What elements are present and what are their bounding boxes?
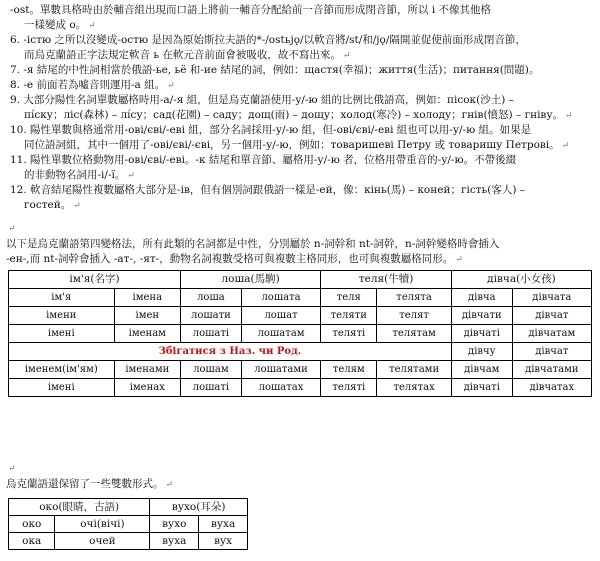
- table-row: [9, 361, 592, 379]
- table-cell: телятами: [377, 361, 452, 379]
- table-row: [9, 379, 592, 397]
- table-cell: дівчатами: [512, 361, 591, 379]
- text-line: -ен-,而 nt-詞幹會插入 -ат-, -ят-，動物名詞複數受格可與複數主格同形，也可與複數屬格同形。 ↵: [6, 253, 463, 265]
- table-row: [9, 516, 248, 533]
- table-cell: теляті: [321, 325, 377, 343]
- table-cell: імені: [9, 379, 115, 397]
- text-line: 以下是烏克蘭語第四變格法，所有此類的名詞都是中性，分別屬於 n-詞幹和 nt-詞幹，n-詞幹變格時會插入: [6, 238, 500, 250]
- table-cell: вухо: [150, 516, 199, 533]
- table-header-row: [9, 271, 592, 289]
- table-header-cell: теля(牛犢): [321, 271, 452, 289]
- table-cell: лошатах: [241, 379, 320, 397]
- text-line: 8. -е 前面若為噓音則運用-а 組。 ↵: [10, 79, 175, 91]
- table-cell: теляті: [321, 379, 377, 397]
- text-line: 而烏克蘭語正字法規定軟音 ь 在軟元音前面會被吸收，故不寫出來。 ↵: [24, 49, 351, 61]
- table-header-cell: вухо(耳朵): [150, 499, 248, 516]
- text-line: 12. 軟音結尾陽性複數屬格大部分是-ів，但有個別詞跟俄語一樣是-ей，像：кінь(馬) – коней；гість(客人) –: [10, 184, 526, 196]
- table-cell: теля: [321, 289, 377, 307]
- table-cell: теляти: [321, 307, 377, 325]
- table-header-cell: ім'я(名字): [9, 271, 181, 289]
- table-row: [9, 289, 592, 307]
- table-cell: імен: [114, 307, 180, 325]
- text-line: пі́ску；ліс(森林) – лі́су；сад(花園) – саду；дощ(雨) – дощу；холод(寒冷) – холоду；гнів(憤怒) – гніву。 ↵: [24, 109, 573, 121]
- table-row: [9, 343, 592, 361]
- table-cell: телятах: [377, 379, 452, 397]
- table-cell: імена: [114, 289, 180, 307]
- table-cell: лошатам: [241, 325, 320, 343]
- table-cell: лошата: [241, 289, 320, 307]
- table-cell: дівчат: [512, 307, 591, 325]
- text-line: 7. -я 結尾的中性詞相當於俄語-ье, ьё 和-ие 結尾的詞，例如：щастя(幸福)；життя(生活)；питання(問題)。: [10, 64, 540, 76]
- table-cell: око: [9, 516, 55, 533]
- table-cell: дівчам: [451, 361, 512, 379]
- table-row: [9, 307, 592, 325]
- table-cell: дівчат: [512, 343, 591, 361]
- table-cell: іменем(ім'ям): [9, 361, 115, 379]
- text-line: гостей。 ↵: [24, 199, 81, 211]
- table-cell: дівчата: [512, 289, 591, 307]
- table-header-cell: дівча(小女孩): [451, 271, 591, 289]
- table-cell: дівчаті: [451, 325, 512, 343]
- text-line: 烏克蘭語還保留了一些雙數形式。 ↵: [6, 478, 174, 490]
- table-cell: лошат: [241, 307, 320, 325]
- table-cell: телятам: [377, 325, 452, 343]
- table-row: [9, 533, 248, 550]
- text-line: -ost。單數具格時由於輔音組出現而口語上將前一輔音分配給前一音節而形成閉音節，所以 і 不像其他格: [10, 4, 492, 16]
- table-cell: очі(вічі): [55, 516, 150, 533]
- table-cell: вуха: [150, 533, 199, 550]
- table-cell: телям: [321, 361, 377, 379]
- table-cell: іменах: [114, 379, 180, 397]
- table-cell: телят: [377, 307, 452, 325]
- table-cell: ока: [9, 533, 55, 550]
- table-row: [9, 325, 592, 343]
- table-cell: дівча: [451, 289, 512, 307]
- text-line: 11. 陽性單數位格動物用-ові/єві/-еві。-к 結尾和單音節、屬格用-у/-ю 者，位格用帶重音的-у/-ю。不帶後綴: [10, 154, 517, 166]
- table-cell: лоша: [181, 289, 242, 307]
- table-cell: лошатами: [241, 361, 320, 379]
- text-line: 10. 陽性單數與格通常用-ові/єві/-еві 組，部分名詞採用-у/-ю 組，但-ові/єві/-еві 組也可以用-у/-ю 組。如果是: [10, 124, 532, 136]
- table-cell: вуха: [199, 516, 248, 533]
- table-cell: іменам: [114, 325, 180, 343]
- text-line: 一樣變成 о。 ↵: [24, 19, 96, 31]
- table-cell: дівчатах: [512, 379, 591, 397]
- table-cell: іменами: [114, 361, 180, 379]
- table-cell: телята: [377, 289, 452, 307]
- dual-forms-table: [8, 498, 248, 550]
- table-cell: лошаті: [181, 379, 242, 397]
- table-cell: лошам: [181, 361, 242, 379]
- table-header-cell: око(眼睛，古語): [9, 499, 150, 516]
- table-cell: лошаті: [181, 325, 242, 343]
- table-cell: імени: [9, 307, 115, 325]
- table-cell: вух: [199, 533, 248, 550]
- table-cell: дівчаті: [451, 379, 512, 397]
- declension-table: [8, 270, 592, 397]
- text-line: 6. -істю 之所以沒變成-остю 是因為原始斯拉夫語的*-/ostьjǫ/以軟音將/st/和/jǫ/隔開並促使前面形成閉音節，: [10, 34, 526, 46]
- blank-line: ↵: [8, 464, 16, 474]
- table-cell: дівчу: [451, 343, 512, 361]
- text-line: 同位語詞組，其中一個用了-ові/єві/-єві，另一個用-у/-ю，例如：товаришеві Петру 或 товаришу Петрові。 ↵: [24, 139, 570, 151]
- blank-line: ↵: [8, 224, 16, 234]
- table-cell: очей: [55, 533, 150, 550]
- table-cell: лошати: [181, 307, 242, 325]
- table-header-row: [9, 499, 248, 516]
- table-cell: імені: [9, 325, 115, 343]
- accusative-note-cell: Збігатися з Наз. чи Род.: [9, 343, 452, 361]
- text-line: 9. 大部分陽性名詞單數屬格時用-а/-я 組，但是烏克蘭語使用-у/-ю 組的比例比俄語高，例如：пісок(沙土) –: [10, 94, 514, 106]
- text-line: 的非動物名詞用-і/-ї。 ↵: [24, 169, 135, 181]
- table-cell: ім'я: [9, 289, 115, 307]
- table-cell: дівчати: [451, 307, 512, 325]
- table-header-cell: лоша(馬駒): [181, 271, 321, 289]
- table-cell: дівчатам: [512, 325, 591, 343]
